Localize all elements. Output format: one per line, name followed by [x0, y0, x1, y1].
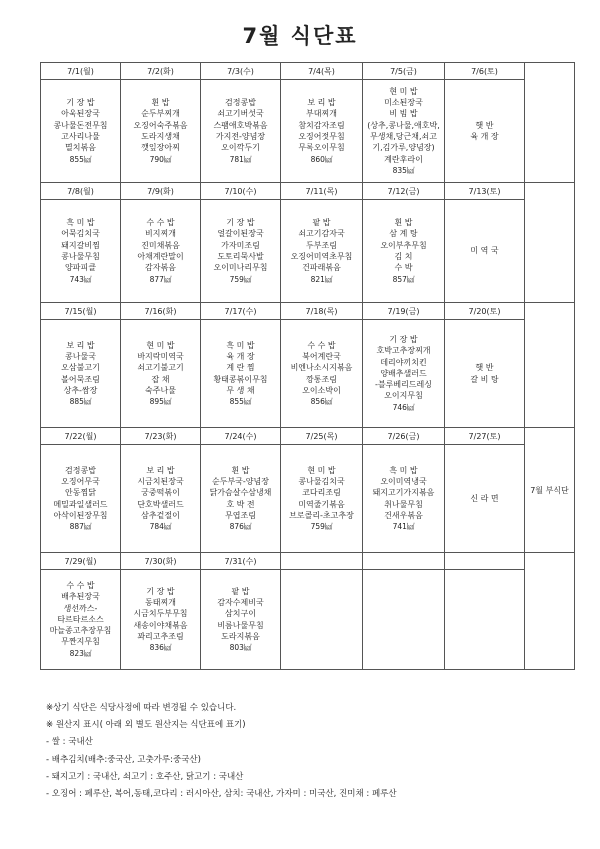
menu-table — [40, 62, 575, 670]
menu-item: 도라지볶음 — [221, 631, 260, 641]
day-menu — [363, 445, 445, 553]
calorie-value: 887㎉ — [69, 522, 92, 532]
menu-item: 감자수제비국 — [217, 597, 264, 607]
day-menu — [445, 445, 525, 553]
day-date: 7/6(토) — [445, 63, 525, 80]
calorie-value: 835㎉ — [392, 165, 415, 175]
menu-item: 수 수 밥 — [146, 218, 175, 228]
side-empty-cell — [525, 303, 575, 428]
notes — [46, 700, 397, 803]
day-date: 7/19(금) — [363, 303, 445, 320]
menu-item: 돼지고기가지볶음 — [372, 488, 435, 498]
menu-item: 무록오이무침 — [298, 143, 345, 153]
menu-item: 현 미 밥 — [307, 465, 336, 475]
day-date: 7/9(화) — [121, 183, 201, 200]
calorie-value: 784㎉ — [149, 522, 172, 532]
day-date: 7/13(토) — [445, 183, 525, 200]
calorie-value: 759㎉ — [310, 522, 333, 532]
calorie-value: 836㎉ — [149, 643, 172, 653]
menu-item: 무생채,당근채,쇠고 — [370, 132, 437, 141]
menu-item: 동태찌개 — [145, 597, 176, 607]
calorie-value: 876㎉ — [229, 522, 252, 532]
menu-item: 오징어미역초무침 — [290, 252, 353, 261]
menu-item: 아삭이된장무침 — [53, 510, 108, 520]
menu-item: -블루베리드레싱 — [375, 380, 432, 390]
menu-item: 흰 밥 — [394, 218, 413, 228]
menu-item: 무엽조림 — [225, 510, 256, 520]
day-menu — [41, 320, 121, 428]
menu-item: 기 장 밥 — [66, 98, 95, 108]
food-row — [41, 320, 575, 428]
day-menu — [281, 80, 363, 183]
menu-item: 쇠고기불고기 — [137, 363, 184, 373]
day-menu — [121, 80, 201, 183]
day-menu — [201, 200, 281, 303]
calorie-value: 759㎉ — [229, 274, 252, 284]
note-line: ※상기 식단은 식당사정에 따라 변경될 수 있습니다. — [46, 703, 237, 713]
menu-item: 흑 미 밥 — [66, 218, 95, 228]
calorie-value: 856㎉ — [310, 397, 333, 407]
menu-item: 숙주나물 — [145, 385, 176, 395]
menu-item: 오징어젓무침 — [298, 132, 345, 141]
date-row — [41, 183, 575, 200]
day-menu — [363, 80, 445, 183]
menu-item: 마늘종고추장무침 — [49, 626, 112, 636]
day-menu — [121, 320, 201, 428]
menu-item: 잡 채 — [151, 374, 170, 384]
menu-item: 콩나물무침 — [61, 252, 100, 261]
day-date: 7/15(월) — [41, 303, 121, 320]
calorie-value: 790㎉ — [149, 154, 172, 164]
menu-item: 팥 밥 — [312, 218, 331, 228]
menu-item: 생선까스- — [63, 603, 98, 613]
day-menu — [281, 570, 363, 670]
day-date: 7/17(수) — [201, 303, 281, 320]
menu-item: 아욱된장국 — [61, 109, 100, 119]
food-row — [41, 570, 575, 670]
side-empty-cell — [525, 183, 575, 303]
menu-item: 육 개 장 — [226, 351, 255, 361]
day-menu — [363, 200, 445, 303]
day-date: 7/24(수) — [201, 428, 281, 445]
food-row — [41, 445, 575, 553]
day-menu — [445, 320, 525, 428]
menu-item: 햇 반 — [475, 120, 494, 130]
day-menu — [201, 570, 281, 670]
calorie-value: 885㎉ — [69, 397, 92, 407]
date-row — [41, 303, 575, 320]
menu-item: 비지찌개 — [145, 229, 176, 239]
menu-item: 흑 미 밥 — [389, 465, 418, 475]
menu-item: 오이미나리무침 — [213, 263, 268, 273]
menu-item: 오이지무침 — [384, 391, 423, 401]
menu-item: 새송이야채볶음 — [133, 620, 188, 630]
day-menu — [201, 445, 281, 553]
side-empty-cell — [525, 553, 575, 670]
menu-item: 계란후라이 — [384, 154, 423, 164]
day-menu — [363, 570, 445, 670]
menu-item: 깻잎장아찌 — [141, 143, 180, 153]
day-date: 7/29(월) — [41, 553, 121, 570]
menu-item: 삼치구이 — [225, 609, 256, 619]
day-menu — [281, 320, 363, 428]
day-date: 7/22(월) — [41, 428, 121, 445]
menu-item: 현 미 밥 — [389, 86, 418, 96]
day-menu — [281, 200, 363, 303]
menu-item: 수 수 밥 — [307, 340, 336, 350]
calorie-value: 746㎉ — [392, 402, 415, 412]
day-date: 7/10(수) — [201, 183, 281, 200]
calorie-value: 860㎉ — [310, 154, 333, 164]
menu-item: 기,김가루,양념장) — [372, 143, 435, 153]
menu-item: 타르타르소스 — [57, 614, 104, 624]
menu-item: 시금치두부무침 — [133, 609, 188, 619]
menu-item: 오징어무국 — [61, 476, 100, 486]
menu-item: 황태콩볶이무침 — [213, 374, 268, 384]
menu-item: 미 역 국 — [470, 246, 499, 256]
menu-item: 순두부국-양념장 — [212, 476, 269, 486]
menu-item: 신 라 면 — [470, 493, 499, 503]
menu-item: 오이부추무침 — [380, 240, 427, 250]
menu-item: 흰 밥 — [151, 98, 170, 108]
menu-item: 깡통조림 — [306, 374, 337, 384]
menu-item: 햇 반 — [475, 363, 494, 373]
menu-item: 부대찌개 — [306, 109, 337, 119]
menu-item: 도토리묵사발 — [217, 252, 264, 261]
menu-item: 보 리 밥 — [146, 465, 175, 475]
menu-item: 상추-쌈장 — [63, 385, 98, 395]
side-empty-cell — [525, 63, 575, 183]
menu-item: 미소된장국 — [384, 98, 423, 108]
menu-item: 호박고추장찌개 — [376, 346, 431, 356]
day-menu — [121, 445, 201, 553]
menu-item: 바지락미역국 — [137, 351, 184, 361]
menu-item: 육 개 장 — [470, 132, 499, 141]
menu-item: 삼추겉절이 — [141, 510, 180, 520]
day-date: 7/11(목) — [281, 183, 363, 200]
menu-item: 메밀과일샐러드 — [53, 499, 108, 509]
menu-item: 고사리나물 — [61, 132, 100, 141]
menu-item: 양배추샐러드 — [380, 368, 427, 378]
menu-item: 흰 밥 — [231, 465, 250, 475]
day-menu — [41, 570, 121, 670]
menu-item: 쇠고기버섯국 — [217, 109, 264, 119]
menu-item: 북어계란국 — [302, 351, 341, 361]
menu-item: 보 리 밥 — [307, 98, 336, 108]
menu-item: 갈 비 탕 — [470, 374, 499, 384]
menu-item: 오삼불고기 — [61, 363, 100, 373]
day-date — [363, 553, 445, 570]
menu-item: 검정콩밥 — [65, 465, 96, 475]
menu-item: 현 미 밥 — [146, 340, 175, 350]
menu-item: 멸치볶음 — [65, 143, 96, 153]
note-line: - 돼지고기 : 국내산, 쇠고기 : 호주산, 닭고기 : 국내산 — [46, 771, 244, 782]
menu-item: 오이깍두기 — [221, 143, 260, 153]
day-date — [281, 553, 363, 570]
food-row — [41, 80, 575, 183]
menu-item: 미역줄기볶음 — [298, 499, 345, 509]
day-date: 7/8(월) — [41, 183, 121, 200]
menu-item: 무짠지무침 — [61, 637, 100, 647]
menu-item: 아채계란말이 — [137, 252, 184, 261]
menu-item: 비 빔 밥 — [389, 109, 418, 119]
menu-item: 건파래볶음 — [302, 263, 341, 273]
menu-item: 순두부찌개 — [141, 109, 180, 119]
day-date: 7/27(토) — [445, 428, 525, 445]
menu-item: 건새우볶음 — [384, 510, 423, 520]
day-menu — [201, 80, 281, 183]
menu-item: 김 치 — [394, 252, 413, 261]
calorie-value: 855㎉ — [69, 154, 92, 164]
day-date: 7/18(목) — [281, 303, 363, 320]
day-menu — [121, 200, 201, 303]
day-date: 7/2(화) — [121, 63, 201, 80]
menu-item: 보 리 밥 — [66, 340, 95, 350]
menu-item: 가자미조림 — [221, 240, 260, 250]
menu-item: 돼지갈비찜 — [61, 240, 100, 250]
menu-item: 감자볶음 — [145, 263, 176, 273]
menu-item: 도라지생채 — [141, 132, 180, 141]
menu-item: 안동찜닭 — [65, 488, 96, 498]
menu-item: 궁중떡볶이 — [141, 488, 180, 498]
menu-item: 참치감자조림 — [298, 120, 345, 130]
day-menu — [41, 80, 121, 183]
menu-item: 비름나물무침 — [217, 620, 264, 630]
note-line: - 배추김치(배추:중국산, 고춧가루:중국산) — [46, 754, 201, 765]
menu-item: 기 장 밥 — [226, 218, 255, 228]
menu-item: 오이소박이 — [302, 385, 341, 395]
menu-item: 삼 계 탕 — [389, 229, 418, 239]
menu-item: 팥 밥 — [231, 586, 250, 596]
menu-item: 닭가슴살수삼냉채 — [209, 488, 272, 498]
menu-item: 무 생 채 — [226, 385, 255, 395]
menu-item: 취나물무침 — [384, 499, 423, 509]
menu-item: 두부조림 — [306, 240, 337, 250]
menu-item: 시금치된장국 — [137, 476, 184, 486]
calorie-value: 877㎉ — [149, 274, 172, 284]
menu-item: 볼어묵조림 — [61, 374, 100, 384]
note-line: - 오징어 : 페루산, 복어,동태,코다리 : 러시아산, 삼치: 국내산, 가자미 : 미국산, 진미채 : 페루산 — [46, 789, 397, 800]
menu-item: 콩나물김치국 — [298, 476, 345, 486]
day-date: 7/16(화) — [121, 303, 201, 320]
day-date: 7/26(금) — [363, 428, 445, 445]
menu-item: 기 장 밥 — [146, 586, 175, 596]
calorie-value: 781㎉ — [229, 154, 252, 164]
date-row — [41, 63, 575, 80]
day-date: 7/23(화) — [121, 428, 201, 445]
day-menu — [445, 570, 525, 670]
menu-item: 가지전-양념장 — [215, 132, 266, 141]
date-row — [41, 553, 575, 570]
note-line: ※ 원산지 표시( 아래 외 별도 원산지는 식단표에 표기) — [46, 720, 246, 731]
day-date: 7/31(수) — [201, 553, 281, 570]
day-date: 7/3(수) — [201, 63, 281, 80]
calorie-value: 741㎉ — [392, 522, 415, 532]
menu-item: 호 박 전 — [226, 499, 255, 509]
day-date: 7/1(월) — [41, 63, 121, 80]
day-date: 7/12(금) — [363, 183, 445, 200]
day-menu — [201, 320, 281, 428]
day-menu — [121, 570, 201, 670]
menu-item: 기 장 밥 — [389, 334, 418, 344]
menu-item: 어묵김치국 — [61, 229, 100, 239]
note-line: - 쌀 : 국내산 — [46, 737, 93, 748]
menu-item: 계 란 찜 — [226, 363, 255, 373]
menu-item: 배추된장국 — [61, 592, 100, 602]
calorie-value: 821㎉ — [310, 274, 333, 284]
day-menu — [41, 445, 121, 553]
menu-item: 오이미역냉국 — [380, 476, 427, 486]
calorie-value: 743㎉ — [69, 274, 92, 284]
menu-item: 콩나물국 — [65, 351, 96, 361]
menu-item: 흑 미 밥 — [226, 340, 255, 350]
calorie-value: 823㎉ — [69, 648, 92, 658]
menu-item: 콩나물돈전무침 — [53, 120, 108, 130]
day-menu — [445, 200, 525, 303]
menu-item: (상추,콩나물,애호박, — [367, 120, 440, 130]
calorie-value: 895㎉ — [149, 397, 172, 407]
menu-item: 양파피클 — [65, 263, 96, 273]
menu-item: 검정콩밥 — [225, 98, 256, 108]
menu-item: 브로콜리-초고추장 — [289, 510, 354, 520]
day-menu — [445, 80, 525, 183]
menu-item: 수 박 — [394, 263, 413, 273]
menu-item: 데리야끼치킨 — [380, 357, 427, 367]
calorie-value: 857㎉ — [392, 274, 415, 284]
day-date: 7/5(금) — [363, 63, 445, 80]
date-row — [41, 428, 575, 445]
day-date: 7/4(목) — [281, 63, 363, 80]
day-menu — [281, 445, 363, 553]
menu-item: 코다리조림 — [302, 488, 341, 498]
menu-item: 스팸애호박볶음 — [213, 120, 268, 130]
day-date: 7/25(목) — [281, 428, 363, 445]
menu-item: 오징어숙주볶음 — [133, 120, 188, 130]
day-menu — [41, 200, 121, 303]
menu-item: 단호박샐러드 — [137, 499, 184, 509]
menu-item: 얼갈이된장국 — [217, 229, 264, 239]
food-row — [41, 200, 575, 303]
menu-item: 비엔나소시지볶음 — [290, 363, 353, 373]
day-date: 7/20(토) — [445, 303, 525, 320]
menu-item: 진미채볶음 — [141, 240, 180, 250]
day-date — [445, 553, 525, 570]
menu-item: 쇠고기감자국 — [298, 229, 345, 239]
menu-item: 꽈리고추조림 — [137, 631, 184, 641]
side-label: 7월 부식단 — [525, 428, 575, 553]
day-menu — [363, 320, 445, 428]
calorie-value: 855㎉ — [229, 397, 252, 407]
calorie-value: 803㎉ — [229, 643, 252, 653]
page-title: 7월 식단표 — [242, 24, 358, 48]
menu-item: 수 수 밥 — [66, 580, 95, 590]
day-date: 7/30(화) — [121, 553, 201, 570]
